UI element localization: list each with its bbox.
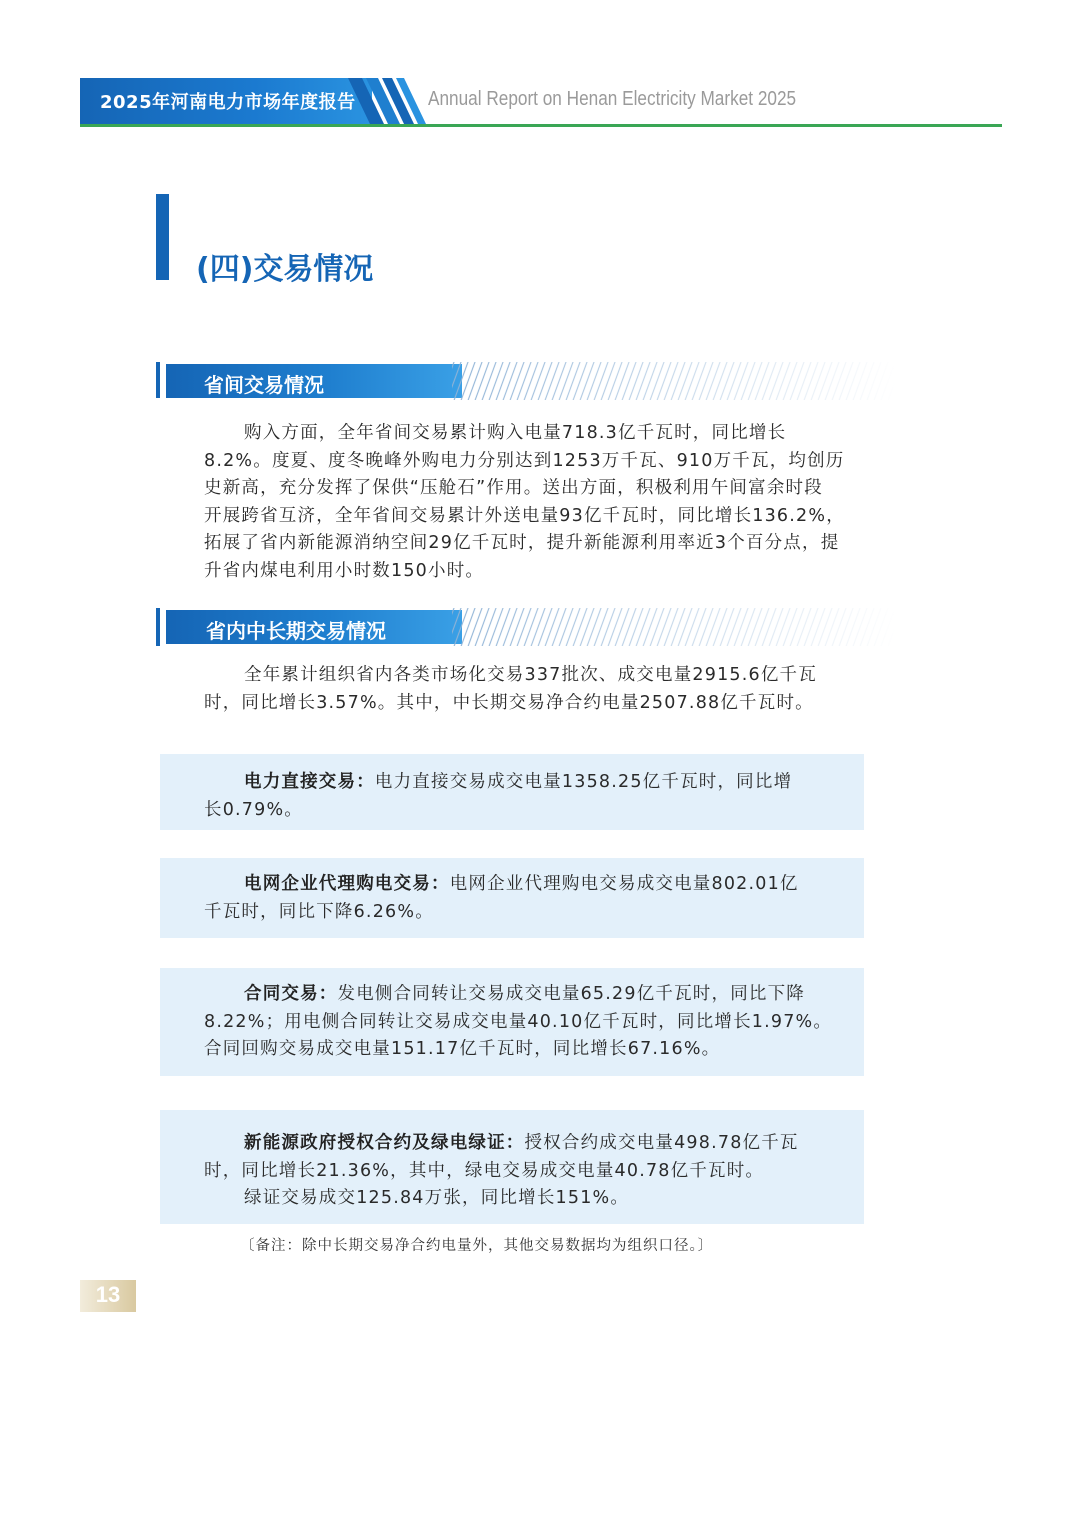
text-line: 时，同比增长21.36%，其中，绿电交易成交电量40.78亿千瓦时。 xyxy=(204,1160,765,1181)
text-line: 新能源政府授权合约及绿电绿证：授权合约成交电量498.78亿千瓦 xyxy=(244,1133,799,1153)
text-line: 拓展了省内新能源消纳空间29亿千瓦时，提升新能源利用率近3个百分点，提 xyxy=(204,533,840,554)
section-title: (四)交易情况 xyxy=(196,252,374,287)
text-line: 8.2%。度夏、度冬晚峰外购电力分别达到1253万千瓦、910万千瓦，均创历 xyxy=(204,450,845,471)
text-line: 升省内煤电利用小时数150小时。 xyxy=(204,560,485,581)
text-line: 电力直接交易：电力直接交易成交电量1358.25亿千瓦时，同比增 xyxy=(244,772,793,792)
item-label: 合同交易： xyxy=(244,984,338,1004)
item-label: 电网企业代理购电交易： xyxy=(244,874,450,894)
text-line: 合同回购交易成交电量151.17亿千瓦时，同比增长67.16%。 xyxy=(204,1039,721,1060)
text-line: 长0.79%。 xyxy=(204,799,303,820)
paragraph-midlong-term xyxy=(204,662,864,717)
footnote: 〔备注：除中长期交易净合约电量外，其他交易数据均为组织口径。〕 xyxy=(240,1238,714,1254)
header-divider xyxy=(80,124,1002,127)
report-title-cn: 2025年河南电力市场年度报告 xyxy=(100,92,356,113)
text-line: 史新高，充分发挥了保供“压舱石”作用。送出方面，积极利用午间富余时段 xyxy=(204,478,823,499)
slash-stripes-icon xyxy=(348,78,432,124)
page-number: 13 xyxy=(95,1282,121,1307)
report-title-en: Annual Report on Henan Electricity Market 2025 xyxy=(428,88,797,110)
info-text-direct-trade xyxy=(204,769,856,824)
text-line: 千瓦时，同比下降6.26%。 xyxy=(204,901,434,922)
text-line: 绿证交易成交125.84万张，同比增长151%。 xyxy=(244,1188,630,1209)
info-text-contract-trade xyxy=(204,981,856,1064)
subheader-marker xyxy=(156,608,160,646)
hatch-pattern-icon xyxy=(452,362,896,400)
info-text-agency-purchase xyxy=(204,871,856,926)
text-line: 合同交易：发电侧合同转让交易成交电量65.29亿千瓦时，同比下降 xyxy=(244,984,805,1004)
hatch-pattern-icon xyxy=(452,608,896,646)
section-accent-bar xyxy=(156,194,169,280)
item-label: 电力直接交易： xyxy=(244,772,375,792)
text-line: 开展跨省互济，全年省间交易累计外送电量93亿千瓦时，同比增长136.2%， xyxy=(204,505,845,526)
subheader-label-midlong-term: 省内中长期交易情况 xyxy=(206,619,386,643)
text-line: 全年累计组织省内各类市场化交易337批次、成交电量2915.6亿千瓦 xyxy=(244,665,817,685)
paragraph-interprovincial xyxy=(204,420,864,586)
text-line: 时，同比增长3.57%。其中，中长期交易净合约电量2507.88亿千瓦时。 xyxy=(204,692,814,713)
text-line: 电网企业代理购电交易：电网企业代理购电交易成交电量802.01亿 xyxy=(244,874,799,894)
text-line: 购入方面，全年省间交易累计购入电量718.3亿千瓦时，同比增长 xyxy=(244,423,787,443)
item-label: 新能源政府授权合约及绿电绿证： xyxy=(244,1133,525,1153)
subheader-label-interprovincial: 省间交易情况 xyxy=(204,373,324,397)
subheader-marker xyxy=(156,362,160,398)
info-text-renewable-green xyxy=(204,1130,856,1213)
text-line: 8.22%；用电侧合同转让交易成交电量40.10亿千瓦时，同比增长1.97%。 xyxy=(204,1011,833,1032)
